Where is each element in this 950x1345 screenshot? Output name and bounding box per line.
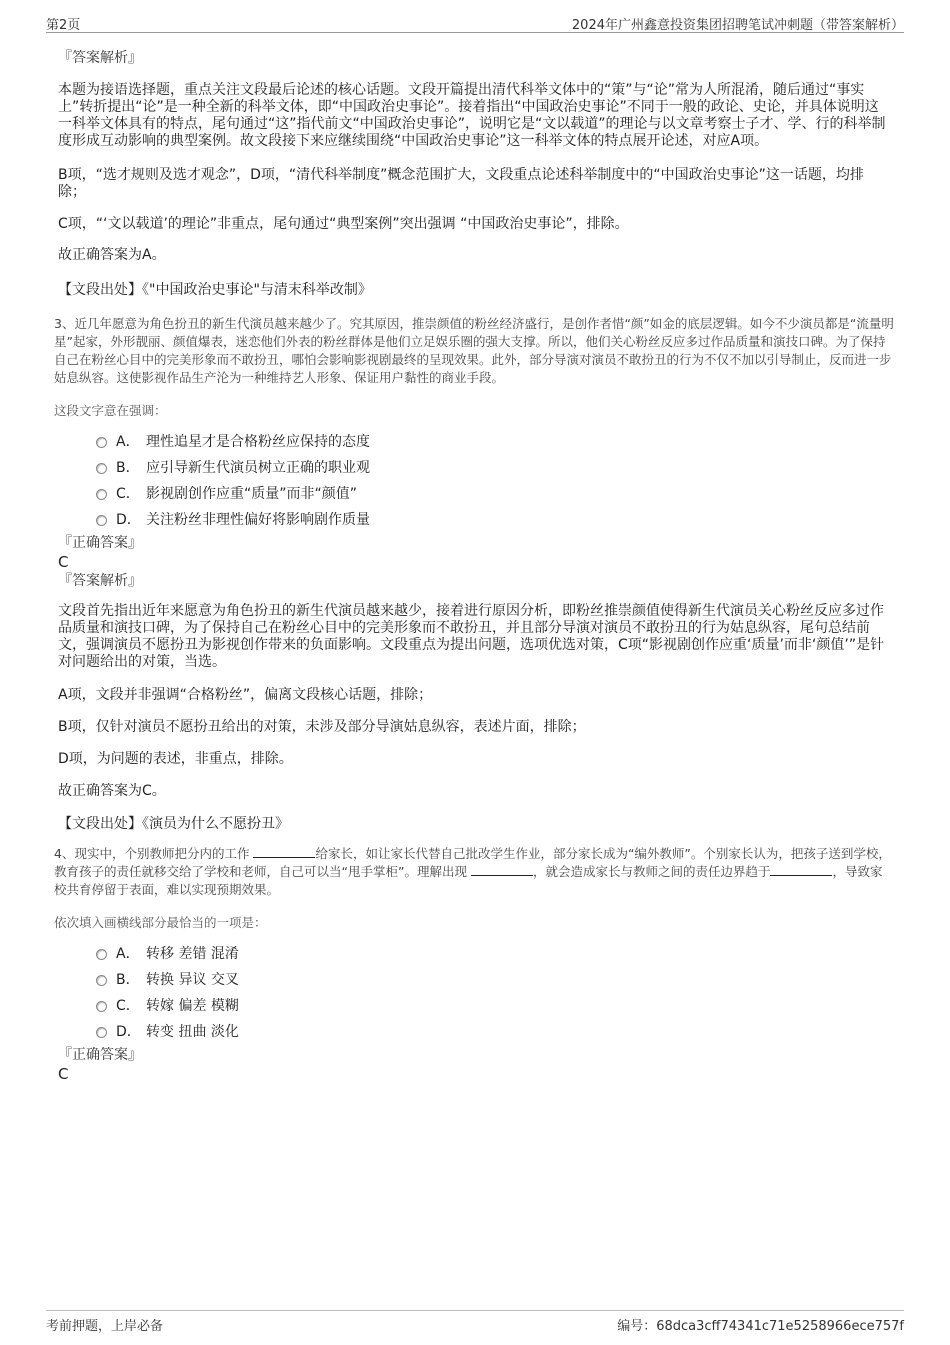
q3-question: 3、近几年愿意为角色扮丑的新生代演员越来越少了。究其原因，推崇颜值的粉丝经济盛行，是创作者惜“颜”如金的底层逻辑。如今不少演员都是“流量明星”起家，外形靓丽、颜值爆表，迷恋他们外表的粉丝群体是他们立足娱乐圈的强大支撑。所以，他们关心粉丝反应多过作品质量和演技口碑。为了保持自己在粉丝心目中的完美形象而不敢扮丑，哪怕会影响影视剧最终的呈现效果。此外，部分导演对演员不敢扮丑的行为不仅不加以引导制止，反而进一步姑息纵容。这使影视作品生产沦为一种维持艺人形象、保证用户黏性的商业手段。 (54, 316, 894, 385)
q3-analysis-label: 『答案解析』 (58, 573, 142, 589)
radio-icon[interactable] (96, 975, 107, 986)
page-number: 第2页 (46, 18, 81, 33)
page-header (46, 12, 904, 33)
radio-icon[interactable] (96, 489, 107, 500)
q2-analysis-para-1: 本题为接语选择题，重点关注文段最后论述的核心话题。文段开篇提出清代科举文体中的“策”与“论”常为人所混淆，随后通过“事实上”转折提出“论”是一种全新的科举文体，即“中国政治史事论”。接着指出“中国政治史事论”不同于一般的政论、史论，并具体说明这一科举文体具有的特点，尾句通过“这”指代前文“中国政治史事论”，说明它是“文以载道”的理论与以文章考察士子才、学、行的科举制度形成互动影响的典型案例。故文段接下来应继续围绕“中国政治史事论”这一科举文体的特点展开论述，对应A项。 (58, 82, 886, 149)
q2-source: 【文段出处】《"中国政治史事论"与清末科举改制》 (58, 282, 372, 298)
fill-blank-1 (253, 845, 315, 858)
q3-prompt: 这段文字意在强调： (54, 403, 167, 418)
q3-option-d[interactable]: D． 关注粉丝非理性偏好将影响剧作质量 (96, 507, 894, 533)
footer-slogan: 考前押题，上岸必备 (46, 1319, 164, 1334)
page-content (54, 46, 894, 1083)
q3-analysis-para-1: 文段首先指出近年来愿意为角色扮丑的新生代演员越来越少，接着进行原因分析，即粉丝推崇颜值使得新生代演员关心粉丝反应多过作品质量和演技口碑，为了保持自己在粉丝心目中的完美形象而不敢扮丑，并且部分导演对演员不敢扮丑的行为姑息纵容，尾句总结前文，强调演员不愿扮丑为影视创作带来的负面影响。文段重点为提出问题，选项优选对策，C项“影视剧创作应重‘质量’而非‘颜值’”是针对问题给出的对策，当选。 (58, 603, 885, 670)
q3-option-b[interactable]: B． 应引导新生代演员树立正确的职业观 (96, 455, 894, 481)
radio-icon[interactable] (96, 1027, 107, 1038)
document-title: 2024年广州鑫意投资集团招聘笔试冲刺题（带答案解析） (571, 18, 904, 33)
radio-icon[interactable] (96, 437, 107, 448)
page-footer (46, 1310, 904, 1333)
document-id: 编号：68dca3cff74341c71e5258966ece757f (617, 1319, 904, 1334)
fill-blank-3 (770, 863, 832, 876)
q3-analysis-para-3: B项，仅针对演员不愿扮丑给出的对策，未涉及部分导演姑息纵容，表述片面，排除； (58, 719, 586, 735)
q3-analysis-para-4: D项，为问题的表述，非重点，排除。 (58, 751, 293, 767)
q4-option-d[interactable]: D． 转变 扭曲 淡化 (96, 1019, 894, 1045)
radio-icon[interactable] (96, 1001, 107, 1012)
radio-icon[interactable] (96, 515, 107, 526)
radio-icon[interactable] (96, 949, 107, 960)
q2-analysis-para-2: B项，“选才规则及选才观念”，D项，“清代科举制度”概念范围扩大，文段重点论述科举制度中的“中国政治史事论”这一话题，均排除； (58, 167, 864, 200)
q3-answer-label: 『正确答案』 (58, 535, 142, 551)
q4-option-b[interactable]: B． 转换 异议 交叉 (96, 967, 894, 993)
q3-option-c[interactable]: C． 影视剧创作应重“质量”而非“颜值” (96, 481, 894, 507)
q4-answer: C (58, 1065, 69, 1083)
q3-analysis-para-5: 故正确答案为C。 (58, 783, 166, 799)
q2-analysis-label: 『答案解析』 (58, 50, 142, 66)
q4-answer-label: 『正确答案』 (58, 1047, 142, 1063)
q4-question: 4、现实中，个别教师把分内的工作 给家长，如让家长代替自己批改学生作业，部分家长成为“编外教师”。个别家长认为，把孩子送到学校，教育孩子的责任就移交给了学校和老师，自己可以当“甩手掌柜”。理解出现 ，就会造成家长与教师之间的责任边界趋于 ，导致家校共育停留于表面，难以实现预期效果。 (54, 846, 891, 897)
q3-analysis-para-2: A项，文段并非强调“合格粉丝”，偏离文段核心话题，排除； (58, 687, 433, 703)
q3-option-a[interactable]: A． 理性追星才是合格粉丝应保持的态度 (96, 429, 894, 455)
fill-blank-2 (471, 863, 533, 876)
q4-options (96, 941, 894, 1045)
q4-option-c[interactable]: C． 转嫁 偏差 模糊 (96, 993, 894, 1019)
q4-option-a[interactable]: A． 转移 差错 混淆 (96, 941, 894, 967)
q3-source: 【文段出处】《演员为什么不愿扮丑》 (58, 816, 289, 832)
q2-analysis-para-3: C项，“‘文以载道’的理论”非重点，尾句通过“典型案例”突出强调 “中国政治史事论”，排除。 (58, 216, 629, 232)
radio-icon[interactable] (96, 463, 107, 474)
q4-prompt: 依次填入画横线部分最恰当的一项是： (54, 915, 267, 930)
q3-options (96, 429, 894, 533)
q2-analysis-para-4: 故正确答案为A。 (58, 247, 166, 263)
q3-answer: C (58, 553, 69, 571)
